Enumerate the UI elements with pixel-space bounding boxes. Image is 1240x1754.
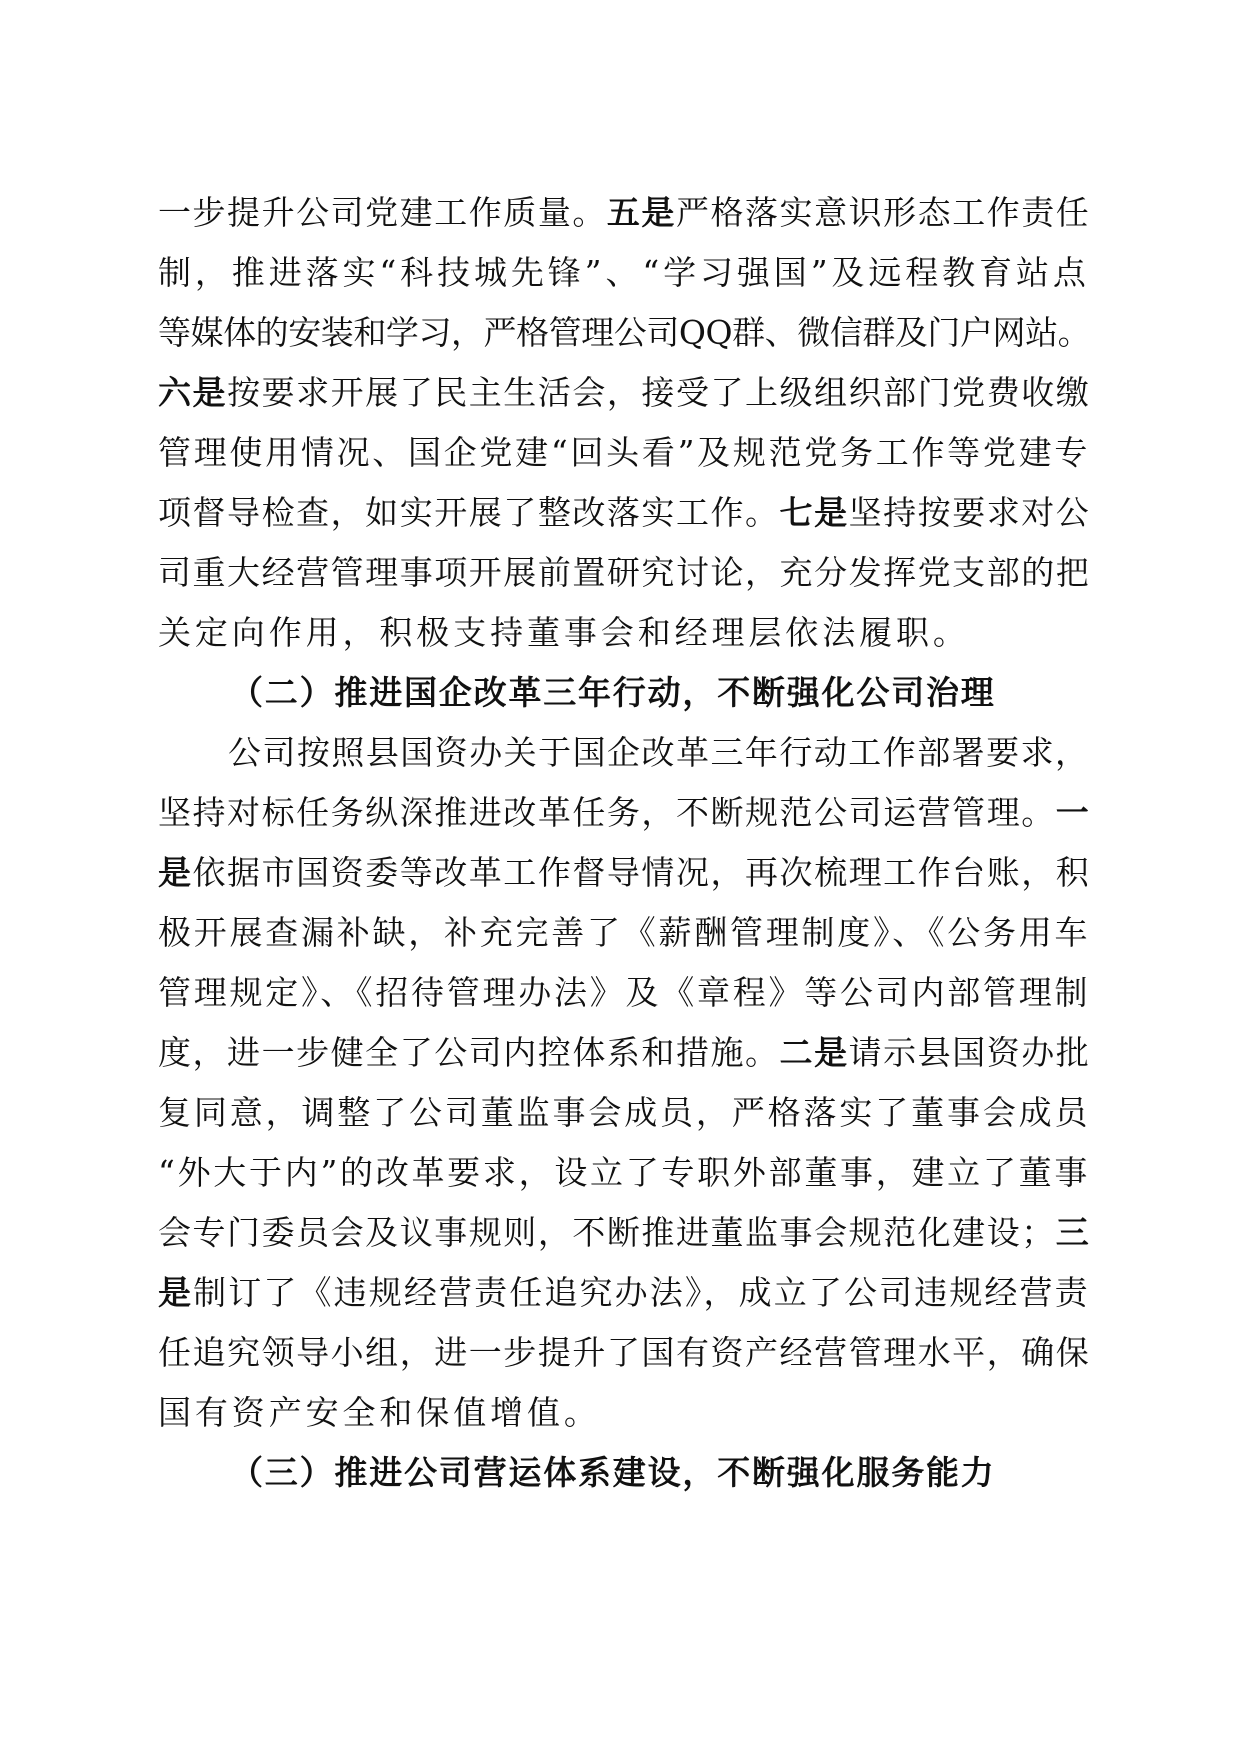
paragraph-line [158, 613, 970, 653]
text-run: 等媒体的安装和学习，严格管理公司QQ群、微信群及门户网站。 [158, 313, 1091, 352]
paragraph-line [158, 1393, 601, 1433]
text-run: 关定向作用，积极支持董事会和经理层依法履职。 [158, 613, 970, 652]
text-run: 请示县国资办批 [848, 1033, 1091, 1072]
paragraph-line [158, 493, 1090, 533]
text-run: “外大于内”的改革要求，设立了专职外部董事，建立了董事 [158, 1153, 1091, 1192]
paragraph-line [158, 1153, 1090, 1193]
text-run: 复同意，调整了公司董监事会成员，严格落实了董事会成员 [158, 1093, 1091, 1132]
text-run: 度，进一步健全了公司内控体系和措施。 [158, 1033, 780, 1072]
paragraph-line [158, 313, 1090, 353]
bold-lead-term: 是 [158, 853, 193, 892]
paragraph-line [228, 733, 1090, 773]
bold-lead-term: 一 [1055, 793, 1091, 832]
bold-lead-term: 是 [158, 1273, 194, 1312]
text-run: 公司按照县国资办关于国企改革三年行动工作部署要求， [228, 733, 1090, 772]
section-heading-2 [230, 673, 996, 713]
text-run: 任追究领导小组，进一步提升了国有资产经营管理水平，确保 [158, 1333, 1091, 1372]
text-run: 会专门委员会及议事规则，不断推进董监事会规范化建设； [158, 1213, 1056, 1252]
text-run: 严格落实意识形态工作责任 [675, 193, 1091, 232]
text-run: 管理使用情况、国企党建“回头看”及规范党务工作等党建专 [158, 433, 1091, 472]
paragraph-line [158, 1273, 1090, 1313]
paragraph-line [158, 853, 1090, 893]
text-run: 坚持对标任务纵深推进改革任务，不断规范公司运营管理。 [158, 793, 1056, 832]
text-run: 管理规定》、《招待管理办法》及《章程》等公司内部管理制 [158, 973, 1091, 1012]
paragraph-line [158, 1333, 1090, 1373]
paragraph-line [158, 913, 1090, 953]
text-run: 国有资产安全和保值增值。 [158, 1393, 601, 1432]
paragraph-line [158, 1093, 1090, 1133]
paragraph-line [158, 193, 1090, 233]
text-run: 项督导检查，如实开展了整改落实工作。 [158, 493, 780, 532]
paragraph-line [158, 433, 1090, 473]
text-run: 按要求开展了民主生活会，接受了上级组织部门党费收缴 [227, 373, 1091, 412]
paragraph-line [158, 793, 1090, 833]
text-run: 极开展查漏补缺，补充完善了《薪酬管理制度》、《公务用车 [158, 913, 1091, 952]
text-run: 制订了《违规经营责任追究办法》，成立了公司违规经营责 [193, 1273, 1090, 1312]
paragraph-line [158, 253, 1090, 293]
paragraph-line [158, 1033, 1090, 1073]
text-run: 一步提升公司党建工作质量。 [158, 193, 607, 232]
paragraph-line [158, 973, 1090, 1013]
heading-text: （二）推进国企改革三年行动，不断强化公司治理 [230, 673, 996, 712]
text-run: 依据市国资委等改革工作督导情况，再次梳理工作台账，积 [192, 853, 1091, 892]
bold-lead-term: 七是 [779, 493, 849, 532]
bold-lead-term: 五是 [606, 193, 676, 232]
text-run: 制，推进落实“科技城先锋”、“学习强国”及远程教育站点 [158, 253, 1090, 292]
section-heading-3 [230, 1453, 996, 1493]
paragraph-line [158, 373, 1090, 413]
paragraph-line [158, 1213, 1090, 1253]
bold-lead-term: 三 [1055, 1213, 1091, 1252]
paragraph-line [158, 553, 1090, 593]
bold-lead-term: 二是 [779, 1033, 849, 1072]
text-run: 司重大经营管理事项开展前置研究讨论，充分发挥党支部的把 [158, 553, 1091, 592]
text-run: 坚持按要求对公 [848, 493, 1091, 532]
heading-text: （三）推进公司营运体系建设，不断强化服务能力 [230, 1453, 996, 1492]
bold-lead-term: 六是 [158, 373, 228, 412]
